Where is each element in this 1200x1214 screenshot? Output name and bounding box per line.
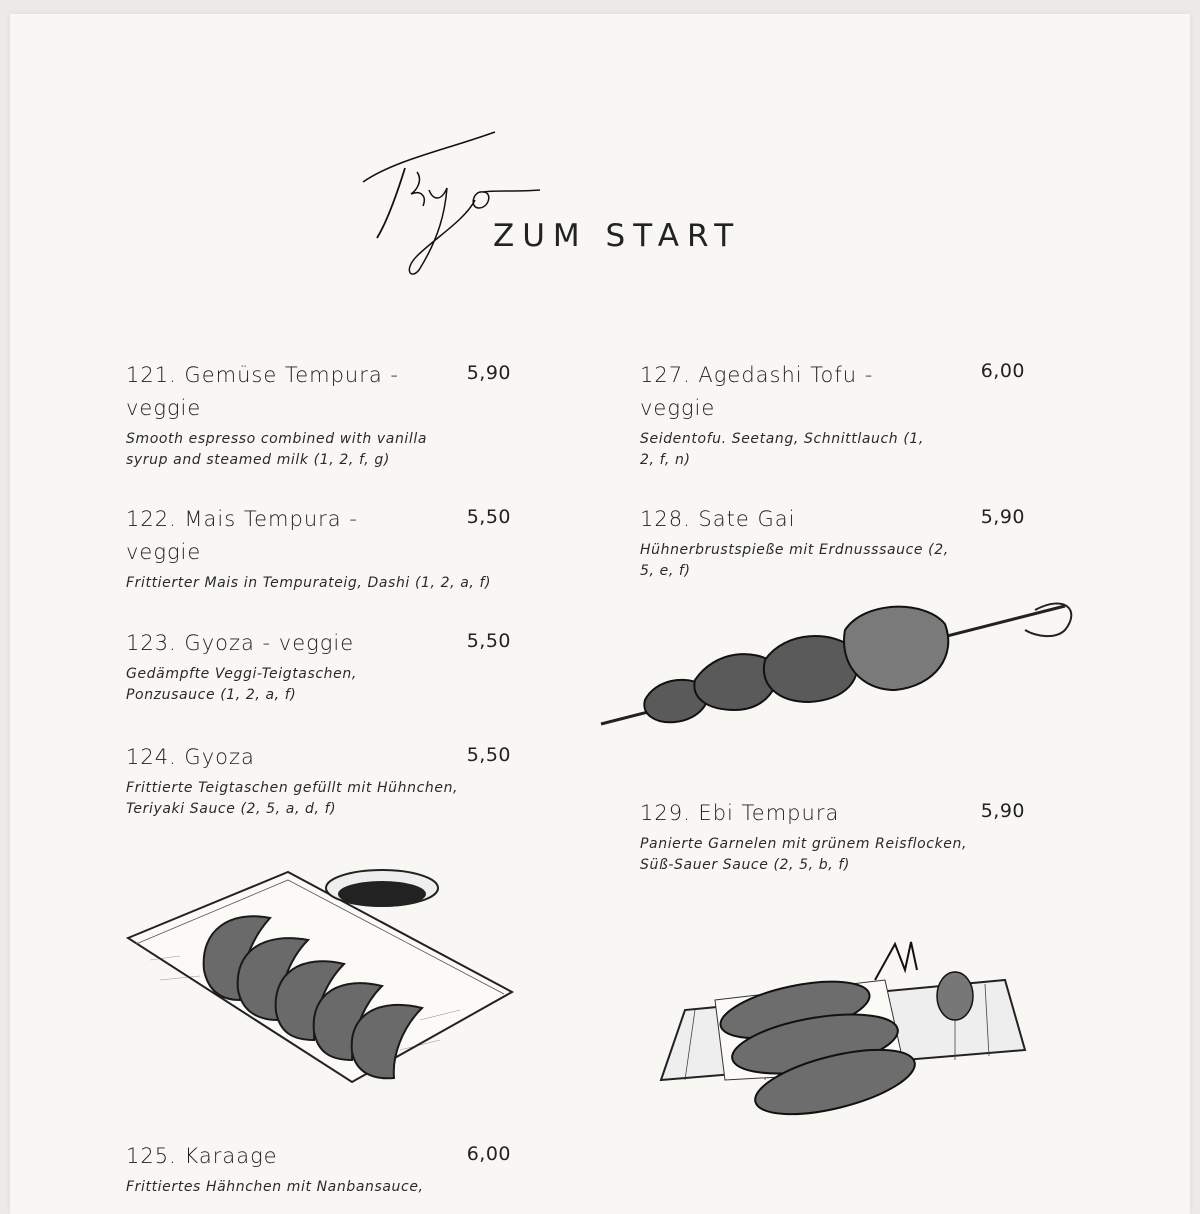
item-price: 5,90: [980, 506, 1025, 528]
item-price: 5,90: [980, 800, 1025, 822]
item-name: 128. Sate Gai: [640, 507, 796, 531]
item-name: 121. Gemüse Tempura - veggie: [126, 363, 399, 420]
item-name: 124. Gyoza: [126, 745, 255, 769]
item-name: 122. Mais Tempura - veggie: [126, 507, 358, 564]
item-name: 129. Ebi Tempura: [640, 801, 840, 825]
item-name: 125. Karaage: [126, 1144, 278, 1168]
section-heading: ZUM START: [493, 218, 742, 254]
item-description: Frittierter Mais in Tempurateig, Dashi (1, 2, a, f): [126, 575, 492, 591]
item-description: Panierte Garnelen mit grünem Reisflocken, Süß-Sauer Sauce (2, 5, b, f): [640, 836, 968, 873]
menu-item: [640, 797, 1025, 876]
item-description: Smooth espresso combined with vanilla syrup and steamed milk (1, 2, f, g): [126, 431, 428, 468]
ebi-tempura-illustration: [655, 940, 1035, 1125]
item-description: Seidentofu. Seetang, Schnittlauch (1, 2, f, n): [640, 431, 924, 468]
item-name: 127. Agedashi Tofu - veggie: [640, 363, 874, 420]
gyoza-plate-illustration: [120, 860, 520, 1090]
item-description: Frittiertes Hähnchen mit Nanbansauce,: [126, 1179, 424, 1195]
menu-item: [126, 1140, 511, 1198]
item-price: 6,00: [980, 360, 1025, 382]
menu-item: [126, 741, 511, 820]
item-description: Hühnerbrustspieße mit Erdnusssauce (2, 5, e, f): [640, 542, 949, 579]
sate-skewer-illustration: [595, 590, 1080, 740]
item-description: Frittierte Teigtaschen gefüllt mit Hühnchen, Teriyaki Sauce (2, 5, a, d, f): [126, 780, 459, 817]
menu-item: [640, 503, 1025, 582]
item-price: 5,90: [466, 362, 511, 384]
item-price: 5,50: [466, 506, 511, 528]
item-price: 6,00: [466, 1143, 511, 1165]
menu-item: [640, 359, 1025, 471]
menu-item: [126, 627, 511, 706]
item-price: 5,50: [466, 744, 511, 766]
item-description: Gedämpfte Veggi-Teigtaschen, Ponzusauce (1, 2, a, f): [126, 666, 357, 703]
item-price: 5,50: [466, 630, 511, 652]
menu-item: [126, 503, 511, 594]
menu-item: [126, 359, 511, 471]
item-name: 123. Gyoza - veggie: [126, 631, 355, 655]
